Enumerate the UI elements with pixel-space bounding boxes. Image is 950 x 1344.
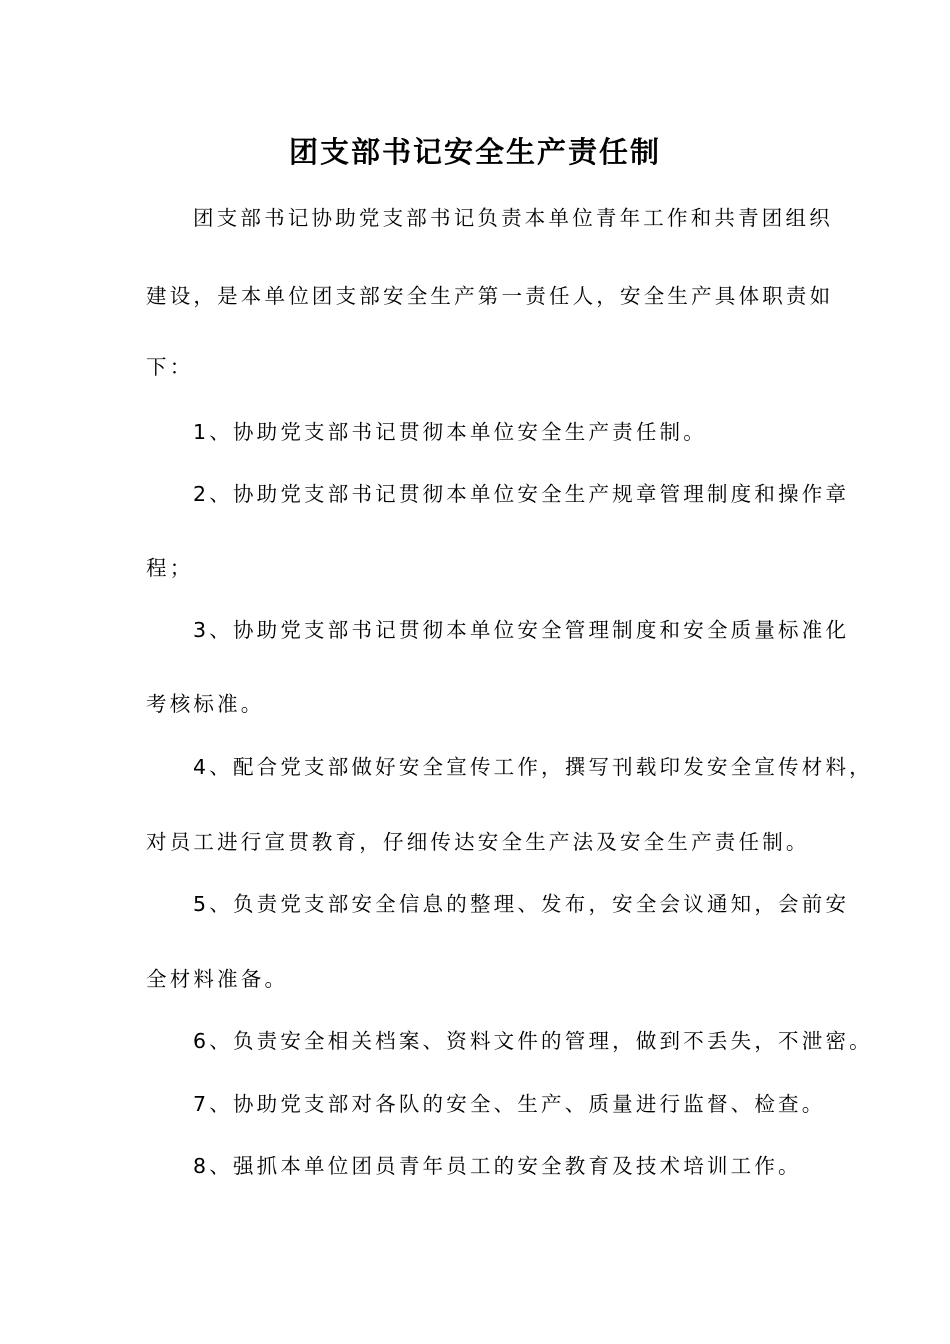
document-title: 团支部书记安全生产责任制 — [288, 135, 661, 169]
item-1-line-1: 1、协助党支部书记贯彻本单位安全生产责任制。 — [193, 420, 707, 444]
paragraph-intro-line-3: 下： — [146, 355, 194, 379]
item-4-line-2: 对员工进行宣贯教育，仔细传达安全生产法及安全生产责任制。 — [146, 830, 810, 854]
paragraph-intro-line-2: 建设，是本单位团支部安全生产第一责任人，安全生产具体职责如 — [146, 284, 834, 308]
item-2-line-2: 程； — [146, 556, 194, 580]
item-8-line-1: 8、强抓本单位团员青年员工的安全教育及技术培训工作。 — [193, 1154, 802, 1178]
item-5-line-2: 全材料准备。 — [146, 967, 289, 991]
item-7-line-1: 7、协助党支部对各队的安全、生产、质量进行监督、检查。 — [193, 1092, 826, 1116]
item-2-line-1: 2、协助党支部书记贯彻本单位安全生产规章管理制度和操作章 — [193, 482, 850, 506]
item-5-line-1: 5、负责党支部安全信息的整理、发布，安全会议通知，会前安 — [193, 892, 850, 916]
item-4-line-1: 4、配合党支部做好安全宣传工作，撰写刊载印发安全宣传材料， — [193, 755, 873, 779]
paragraph-intro-line-1: 团支部书记协助党支部书记负责本单位青年工作和共青团组织 — [193, 206, 833, 230]
item-3-line-1: 3、协助党支部书记贯彻本单位安全管理制度和安全质量标准化 — [193, 618, 850, 642]
item-6-line-1: 6、负责安全相关档案、资料文件的管理，做到不丢失，不泄密。 — [193, 1029, 873, 1053]
item-3-line-2: 考核标准。 — [146, 692, 265, 716]
